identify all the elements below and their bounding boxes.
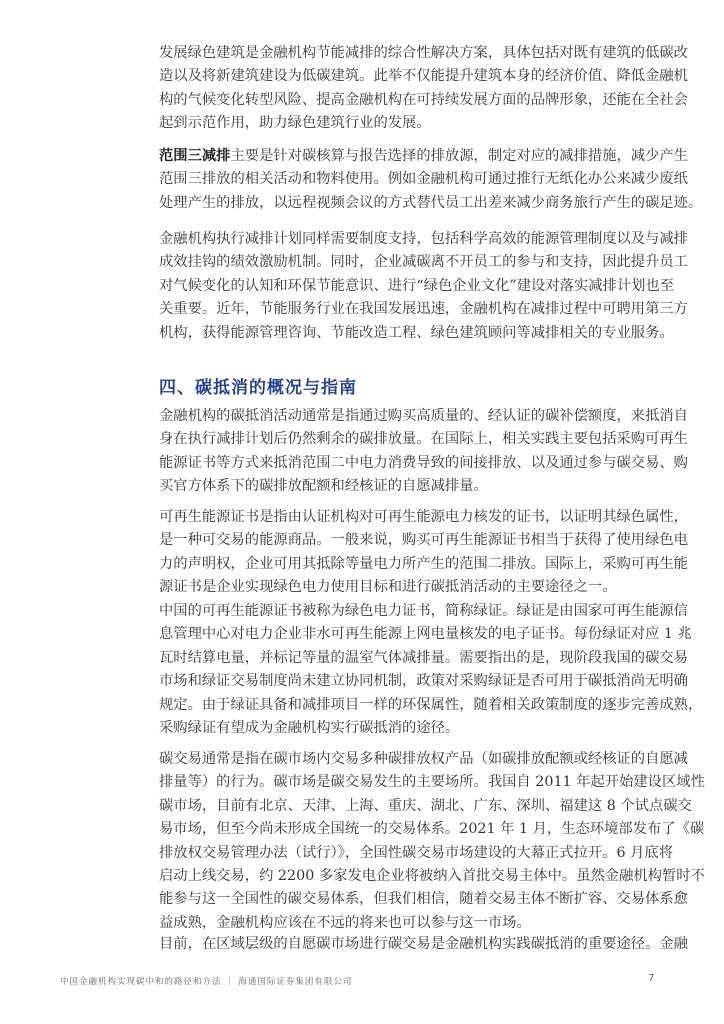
text-line: 成效挂钩的绩效激励机制。同时，企业减碳离不开员工的参与和支持，因此提升员工	[159, 254, 688, 271]
text-line: 起到示范作用，助力绿色建筑行业的发展。	[159, 115, 431, 132]
text-line: 处理产生的排放，以远程视频会议的方式替代员工出差来减少商务旅行产生的碳足迹。	[159, 194, 703, 211]
text-line: 息管理中心对电力企业非水可再生能源上网电量核发的电子证书。每份绿证对应 1 兆	[159, 626, 692, 643]
text-line: 机构，获得能源管理咨询、节能改造工程、绿色建筑顾问等减排相关的专业服务。	[159, 324, 674, 341]
text-line: 易市场，但至今尚未形成全国统一的交易体系。2021 年 1 月，生态环境部发布了《碳	[159, 821, 705, 838]
text-line: 买官方体系下的碳排放配额和经核证的自愿减排量。	[159, 478, 488, 495]
text-line: 益成熟，金融机构应该在不远的将来也可以参与这一市场。	[159, 914, 531, 931]
text-span: 主要是针对碳核算与报告选择的排放源，制定对应的减排措施，减少产生	[230, 148, 688, 164]
paragraph-scope3-rest	[159, 168, 703, 215]
footer-text: 中国金融机构实现碳中和的路径和方法 ｜ 海通国际证券集团有限公司	[60, 977, 353, 987]
text-line: 造以及将新建筑建设为低碳建筑。此举不仅能提升建筑本身的经济价值、降低金融机	[159, 68, 688, 85]
paragraph-voluntary-market	[159, 933, 688, 956]
text-line	[159, 145, 688, 168]
text-line: 启动上线交易，约 2200 多家发电企业将被纳入首批交易主体中。虽然金融机构暂时不	[159, 867, 705, 884]
scope3-term: 范围三减排	[159, 148, 231, 164]
paragraph-carbon-offset-intro	[159, 405, 688, 499]
text-line: 构的气候变化转型风险、提高金融机构在可持续发展方面的品牌形象，还能在全社会	[159, 91, 688, 108]
text-line: 可再生能源证书是指由认证机构对可再生能源电力核发的证书，以证明其绿色属性，	[159, 509, 688, 525]
text-line: 中国的可再生能源证书被称为绿色电力证书，简称绿证。绿证是由国家可再生能源信	[159, 603, 688, 619]
text-line: 碳市场，目前有北京、天津、上海、重庆、湖北、广东、深圳、福建这 8 个试点碳交	[159, 797, 692, 814]
text-line: 金融机构执行减排计划同样需要制度支持，包括科学高效的能源管理制度以及与减排	[159, 231, 688, 247]
text-line: 碳交易通常是指在碳市场内交易多种碳排放权产品（如碳排放配额或经核证的自愿减	[159, 751, 688, 767]
text-line: 排量等）的行为。碳市场是碳交易发生的主要场所。我国自 2011 年起开始建设区域性	[159, 774, 705, 791]
page-number: 7	[648, 973, 655, 984]
text-line: 规定。由于绿证具备和减排项目一样的环保属性，随着相关政策制度的逐步完善成熟，	[159, 696, 703, 713]
text-line: 金融机构的碳抵消活动通常是指通过购买高质量的、经认证的碳补偿额度，来抵消自	[159, 408, 688, 424]
text-line: 瓦时结算电量，并标记等量的温室气体减排量。需要指出的是，现阶段我国的碳交易	[159, 649, 688, 666]
text-line: 排放权交易管理办法（试行）》，全国性碳交易市场建设的大幕正式拉开。6 月底将	[159, 844, 674, 861]
text-line: 发展绿色建筑是金融机构节能减排的综合性解决方案，具体包括对既有建筑的低碳改	[159, 45, 688, 61]
paragraph-institutional-support	[159, 228, 688, 345]
text-line: 源证书是企业实现绿色电力使用目标和进行碳抵消活动的主要途径之一。	[159, 579, 617, 596]
text-line: 范围三排放的相关活动和物料使用。例如金融机构可通过推行无纸化办公来减少废纸	[159, 171, 688, 188]
text-line: 目前，在区域层级的自愿碳市场进行碳交易是金融机构实践碳抵消的重要途径。金融	[159, 936, 688, 952]
text-line: 力的声明权，企业可用其抵除等量电力所产生的范围二排放。国际上，采购可再生能	[159, 555, 688, 572]
text-line: 能源证书等方式来抵消范围二中电力消费导致的间接排放、以及通过参与碳交易、购	[159, 454, 688, 471]
paragraph-green-building	[159, 42, 688, 136]
text-line: 采购绿证有望成为金融机构实行碳抵消的途径。	[159, 719, 460, 736]
paragraph-scope3-reduction	[159, 145, 703, 215]
text-line: 关重要。近年，节能服务行业在我国发展迅速，金融机构在减排过程中可聘用第三方	[159, 301, 688, 318]
paragraph-rec	[159, 506, 688, 600]
text-line: 市场和绿证交易制度尚未建立协同机制，政策对采购绿证是否可用于碳抵消尚无明确	[159, 673, 688, 690]
text-line: 身在执行减排计划后仍然剩余的碳排放量。在国际上，相关实践主要包括采购可再生	[159, 431, 688, 448]
paragraph-carbon-trading	[159, 748, 705, 935]
paragraph-green-certificate	[159, 600, 703, 740]
text-line: 是一种可交易的能源商品。一般来说，购买可再生能源证书相当于获得了使用绿色电	[159, 532, 688, 549]
text-line: 能参与这一全国性的碳交易体系，但我们相信，随着交易主体不断扩容、交易体系愈	[159, 891, 688, 908]
section-heading: 四、碳抵消的概况与指南	[159, 378, 357, 398]
text-line: 对气候变化的认知和环保节能意识、进行“绿色企业文化”建设对落实减排计划也至	[159, 277, 675, 294]
